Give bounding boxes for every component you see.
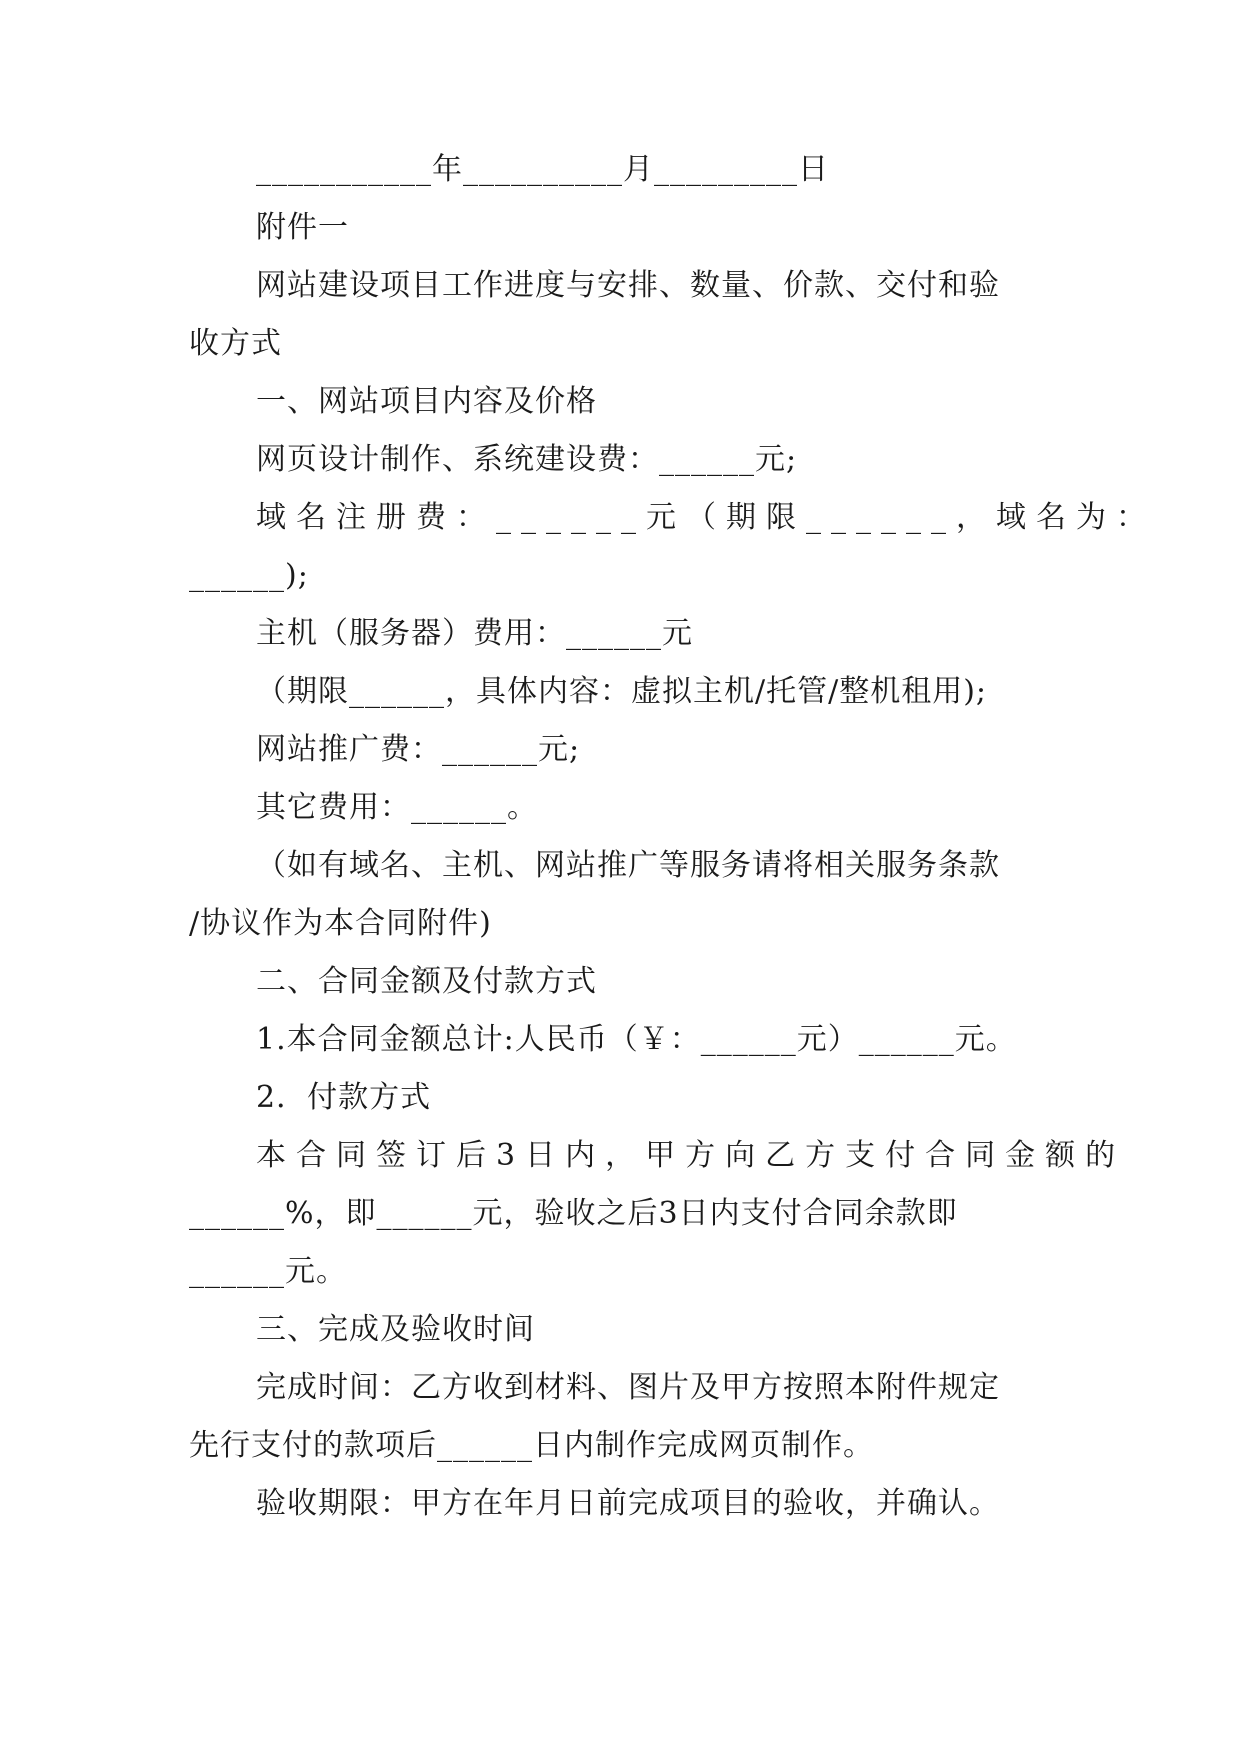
- service-note-line1: （如有域名、主机、网站推广等服务请将相关服务条款: [256, 848, 1000, 883]
- host-fee: 主机（服务器）费用：______元: [256, 616, 693, 651]
- service-note-line2: /协议作为本合同附件): [189, 906, 492, 941]
- attachment-title: 附件一: [256, 210, 349, 245]
- date-line: ___________年__________月_________日: [256, 152, 829, 187]
- payment-method-heading: 2．付款方式: [256, 1080, 432, 1115]
- section-two-heading: 二、合同金额及付款方式: [256, 964, 597, 999]
- web-design-fee: 网页设计制作、系统建设费：______元;: [256, 442, 798, 477]
- payment-terms-line1: 本合同签订后3日内，甲方向乙方支付合同金额的: [256, 1138, 1126, 1173]
- host-term: （期限______，具体内容：虚拟主机/托管/整机租用);: [256, 674, 988, 709]
- payment-terms-line2: ______%，即______元，验收之后3日内支付合同余款即: [189, 1196, 958, 1231]
- section-three-heading: 三、完成及验收时间: [256, 1312, 535, 1347]
- domain-fee-line1: 域名注册费：______元（期限______，域名为：: [256, 500, 1156, 535]
- acceptance-deadline: 验收期限：甲方在年月日前完成项目的验收，并确认。: [256, 1486, 1000, 1521]
- payment-terms-line3: ______元。: [189, 1254, 347, 1289]
- domain-fee-line2: ______);: [189, 558, 309, 593]
- other-fee: 其它费用：______。: [256, 790, 538, 825]
- completion-time-line2: 先行支付的款项后______日内制作完成网页制作。: [189, 1428, 874, 1463]
- section-one-heading: 一、网站项目内容及价格: [256, 384, 597, 419]
- completion-time-line1: 完成时间：乙方收到材料、图片及甲方按照本附件规定: [256, 1370, 1000, 1405]
- heading-main-line1: 网站建设项目工作进度与安排、数量、价款、交付和验: [256, 268, 1000, 303]
- heading-main-line2: 收方式: [189, 326, 282, 361]
- contract-total: 1.本合同金额总计:人民币（￥：______元）______元。: [256, 1022, 1017, 1057]
- promotion-fee: 网站推广费：______元;: [256, 732, 581, 767]
